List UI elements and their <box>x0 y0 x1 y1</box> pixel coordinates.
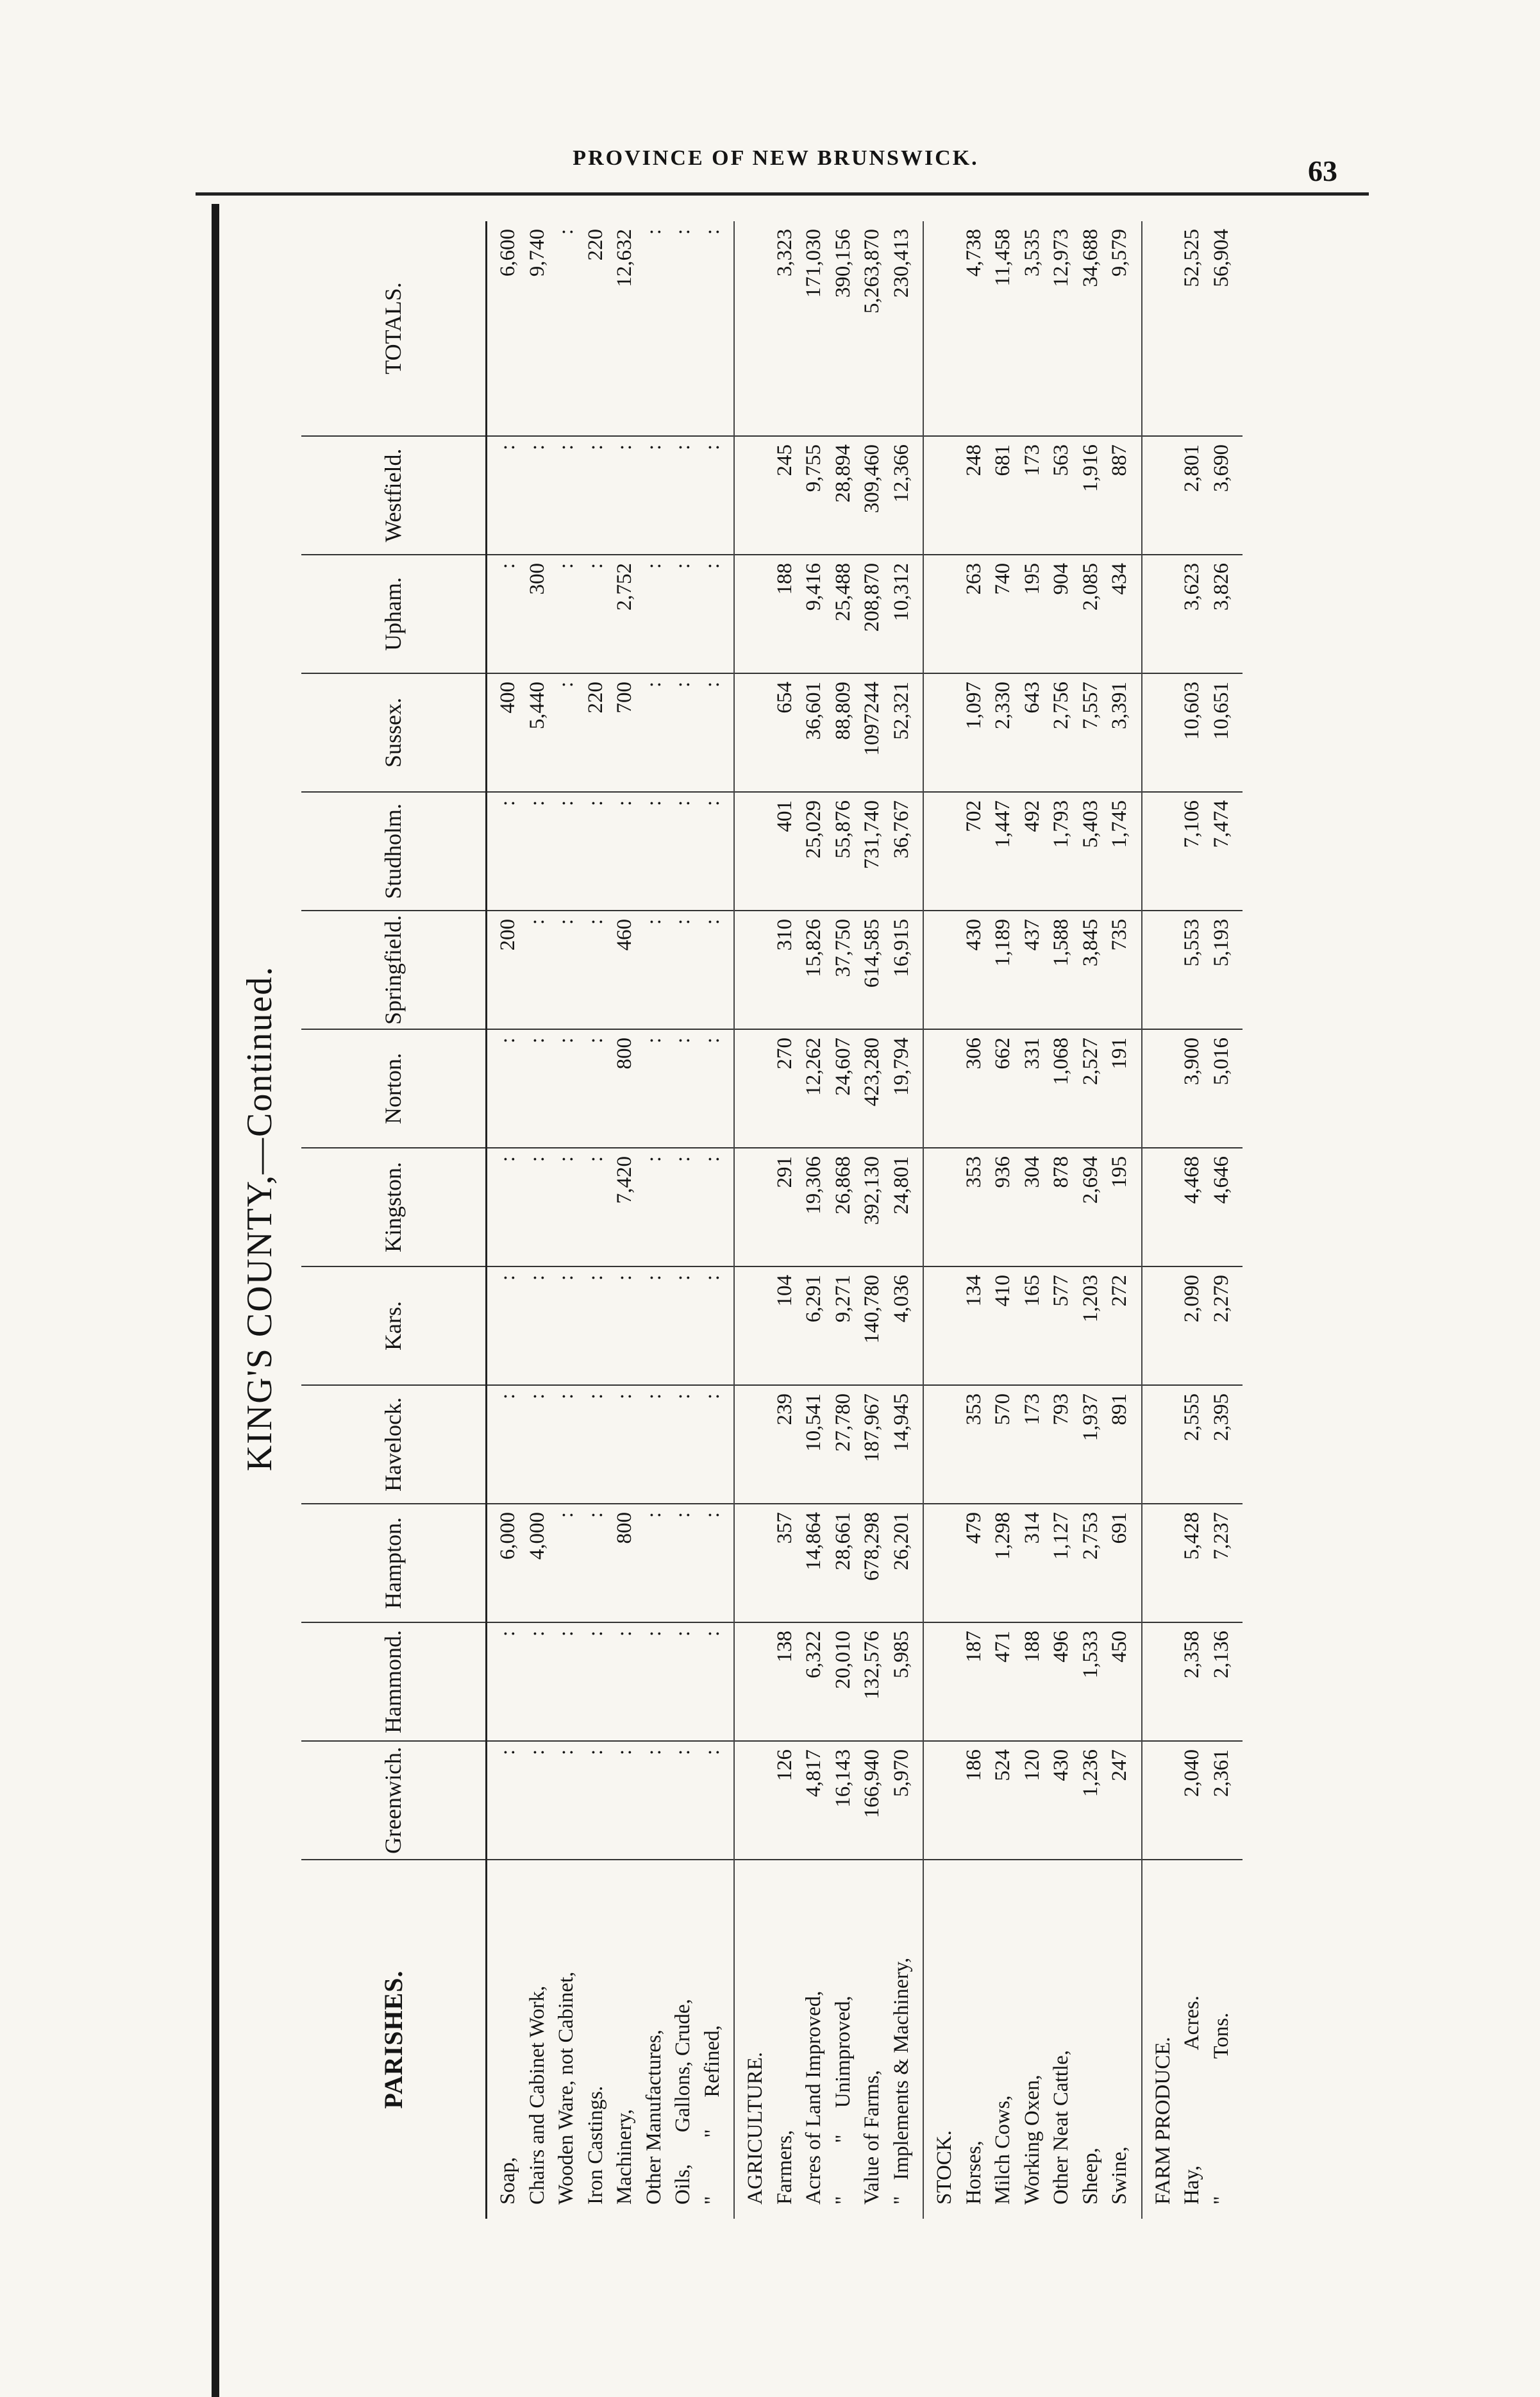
column-header-hampton: Hampton. <box>301 1504 487 1622</box>
table-row-agriculture <box>734 221 923 2219</box>
column-header-springfield: Springfield. <box>301 911 487 1029</box>
table-cell: 702 1,447 492 1,793 5,403 1,745 <box>923 792 1142 911</box>
column-header-hammond: Hammond. <box>301 1622 487 1741</box>
table-cell: 2,555 2,395 <box>1142 1385 1243 1504</box>
table-cell: 2,801 3,690 <box>1142 436 1243 555</box>
row-labels: Soap, Chairs and Cabinet Work, Wooden Ware, not Cabinet, Iron Castings. Machinery, Other Manufactures, Oils, Gallons, Crude, " " Refined, <box>487 1860 735 2219</box>
table-cell: 138 6,322 20,010 132,576 5,985 <box>734 1622 923 1741</box>
table-cell: 188 9,416 25,488 208,870 10,312 <box>734 555 923 673</box>
table-cell: 5,428 7,237 <box>1142 1504 1243 1622</box>
column-header-totals: TOTALS. <box>301 221 487 436</box>
table-cell: : : : : 800 : : : <box>487 1029 735 1148</box>
table-cell: 126 4,817 16,143 166,940 5,970 <box>734 1741 923 1860</box>
header-rule <box>196 192 1369 196</box>
table-cell: 401 25,029 55,876 731,740 36,767 <box>734 792 923 911</box>
statistics-table <box>301 221 1243 2219</box>
table-cell: 3,623 3,826 <box>1142 555 1243 673</box>
table-cell: 200 : : : 460 : : : <box>487 911 735 1029</box>
table-cell: 3,323 171,030 390,156 5,263,870 230,413 <box>734 221 923 436</box>
table-cell: 4,468 4,646 <box>1142 1148 1243 1266</box>
table-cell: : : : : : : : : <box>487 436 735 555</box>
table-cell: 270 12,262 24,607 423,280 19,794 <box>734 1029 923 1148</box>
table-cell: : : : : : : : : <box>487 1385 735 1504</box>
table-cell: : : : : : : : : <box>487 1266 735 1385</box>
column-header-kars: Kars. <box>301 1266 487 1385</box>
table-cell: 306 662 331 1,068 2,527 191 <box>923 1029 1142 1148</box>
column-header-havelock: Havelock. <box>301 1385 487 1504</box>
table-cell: 5,553 5,193 <box>1142 911 1243 1029</box>
page-number: 63 <box>1308 155 1337 187</box>
table-cell: 2,040 2,361 <box>1142 1741 1243 1860</box>
column-header-westfield: Westfield. <box>301 436 487 555</box>
row-labels: STOCK. Horses, Milch Cows, Working Oxen, Other Neat Cattle, Sheep, Swine, <box>923 1860 1142 2219</box>
table-cell: 187 471 188 496 1,533 450 <box>923 1622 1142 1741</box>
table-cell: 430 1,189 437 1,588 3,845 735 <box>923 911 1142 1029</box>
table-cell: 357 14,864 28,661 678,298 26,201 <box>734 1504 923 1622</box>
column-header-kingston: Kingston. <box>301 1148 487 1266</box>
table-cell: 353 570 173 793 1,937 891 <box>923 1385 1142 1504</box>
table-cell: 479 1,298 314 1,127 2,753 691 <box>923 1504 1142 1622</box>
table-cell: 245 9,755 28,894 309,460 12,366 <box>734 436 923 555</box>
table-cell: 1,097 2,330 643 2,756 7,557 3,391 <box>923 673 1142 792</box>
column-header-parishes: PARISHES. <box>301 1860 487 2219</box>
table-cell: 310 15,826 37,750 614,585 16,915 <box>734 911 923 1029</box>
row-labels: FARM PRODUCE. Hay, Acres. " Tons. <box>1142 1860 1243 2219</box>
column-header-studholm: Studholm. <box>301 792 487 911</box>
table-cell: : : : : 7,420 : : : <box>487 1148 735 1266</box>
column-header-greenwich: Greenwich. <box>301 1741 487 1860</box>
table-cell: 263 740 195 904 2,085 434 <box>923 555 1142 673</box>
table-cell: : : : : : : : : <box>487 1741 735 1860</box>
table-cell: 6,600 9,740 : 220 12,632 : : : <box>487 221 735 436</box>
table-title: KING'S COUNTY,—Continued. <box>240 965 280 1472</box>
table-cell: : 300 : : 2,752 : : : <box>487 555 735 673</box>
table-row-manufactures <box>487 221 735 2219</box>
row-labels: AGRICULTURE. Farmers, Acres of Land Improved, " " Unimproved, Value of Farms, " Implements & Machinery, <box>734 1860 923 2219</box>
rotated-table-frame <box>221 218 1330 2219</box>
margin-rule <box>212 204 219 2397</box>
table-cell: 353 936 304 878 2,694 195 <box>923 1148 1142 1266</box>
table-cell: 239 10,541 27,780 187,967 14,945 <box>734 1385 923 1504</box>
table-cell: 248 681 173 563 1,916 887 <box>923 436 1142 555</box>
table-cell: 2,090 2,279 <box>1142 1266 1243 1385</box>
table-cell: 2,358 2,136 <box>1142 1622 1243 1741</box>
table-cell: : : : : : : : : <box>487 1622 735 1741</box>
table-cell: 104 6,291 9,271 140,780 4,036 <box>734 1266 923 1385</box>
table-cell: 654 36,601 88,809 1097244 52,321 <box>734 673 923 792</box>
table-cell: 400 5,440 : 220 700 : : : <box>487 673 735 792</box>
table-cell: 4,738 11,458 3,535 12,973 34,688 9,579 <box>923 221 1142 436</box>
table-cell: 134 410 165 577 1,203 272 <box>923 1266 1142 1385</box>
table-cell: 291 19,306 26,868 392,130 24,801 <box>734 1148 923 1266</box>
table-row-farm-produce <box>1142 221 1243 2219</box>
table-cell: : : : : : : : : <box>487 792 735 911</box>
table-cell: 7,106 7,474 <box>1142 792 1243 911</box>
header-row <box>301 221 487 2219</box>
table-cell: 52,525 56,904 <box>1180 229 1233 287</box>
table-cell: 186 524 120 430 1,236 247 <box>923 1741 1142 1860</box>
table-row-stock <box>923 221 1142 2219</box>
column-header-sussex: Sussex. <box>301 673 487 792</box>
table-cell: 3,900 5,016 <box>1142 1029 1243 1148</box>
table-cell: 10,603 10,651 <box>1142 673 1243 792</box>
table-cell: 6,000 4,000 : : 800 : : : <box>487 1504 735 1622</box>
column-header-upham: Upham. <box>301 555 487 673</box>
column-header-norton: Norton. <box>301 1029 487 1148</box>
running-head: PROVINCE OF NEW BRUNSWICK. <box>573 146 979 170</box>
